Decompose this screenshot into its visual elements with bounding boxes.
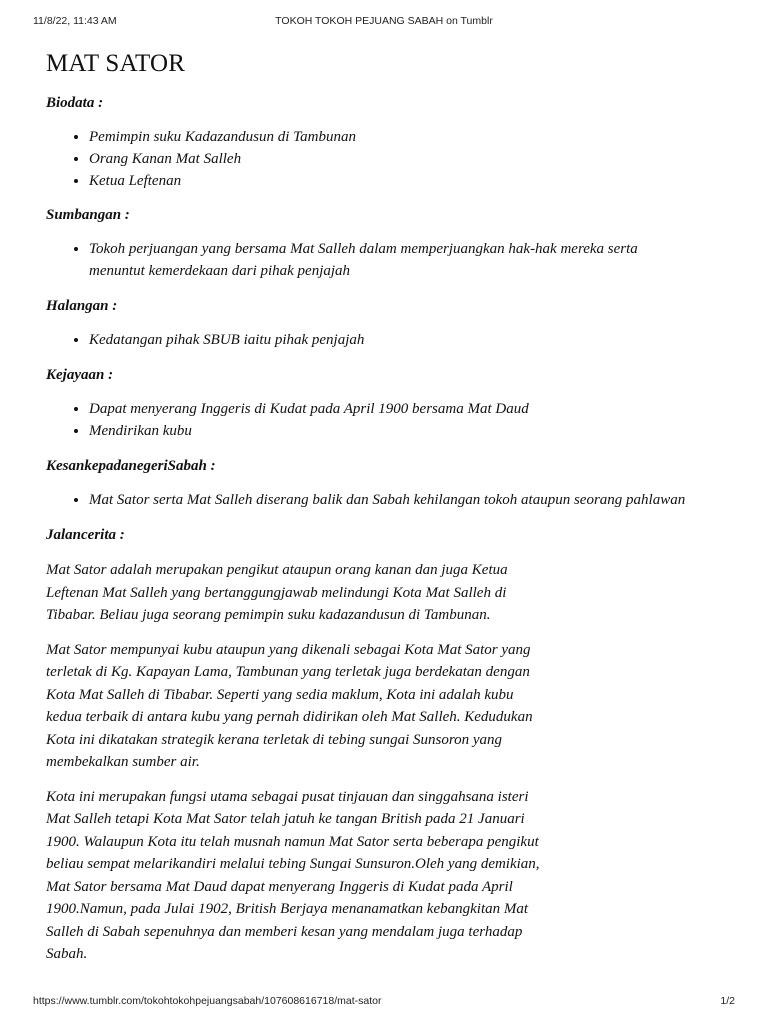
list-item: • Orang Kanan Mat Salleh — [89, 148, 726, 170]
section-heading-biodata: Biodata : — [46, 95, 104, 111]
section-kejayaan — [46, 365, 726, 442]
sumbangan-list — [46, 238, 726, 282]
kesan-list — [46, 489, 726, 511]
print-datetime: 11/8/22, 11:43 AM — [33, 15, 117, 27]
section-heading-kesan: KesankepadanegeriSabah : — [46, 458, 216, 474]
kejayaan-list — [46, 398, 726, 442]
section-heading-kejayaan: Kejayaan : — [46, 367, 114, 383]
print-page-number: 1/2 — [720, 995, 735, 1007]
section-heading-sumbangan: Sumbangan : — [46, 207, 130, 223]
section-heading-jalancerita: Jalancerita : — [46, 527, 125, 543]
list-item: • Mendirikan kubu — [89, 420, 726, 442]
section-biodata — [46, 93, 726, 192]
section-sumbangan — [46, 205, 726, 282]
section-kesan — [46, 456, 726, 511]
list-item: • Mat Sator serta Mat Salleh diserang balik dan Sabah kehilangan tokoh ataupun seorang pahlawan — [89, 489, 726, 511]
section-jalancerita — [46, 525, 726, 966]
halangan-list — [46, 329, 726, 351]
list-item: • Tokoh perjuangan yang bersama Mat Salleh dalam memperjuangkan hak-hak mereka serta menuntut kemerdekaan dari pihak penjajah — [89, 238, 726, 282]
post-content — [46, 48, 726, 978]
print-footer — [33, 995, 735, 1009]
section-heading-halangan: Halangan : — [46, 298, 118, 314]
list-item: • Ketua Leftenan — [89, 170, 726, 192]
print-header — [33, 15, 735, 29]
list-item: • Kedatangan pihak SBUB iaitu pihak penjajah — [89, 329, 726, 351]
story-paragraph: Kota ini merupakan fungsi utama sebagai pusat tinjauan dan singgahsana isteri Mat Salleh tetapi Kota Mat Sator telah jatuh ke tangan British pada 21 Januari 1900. Walaupun Kota itu telah musnah namun Mat Sator serta beberapa pengikut beliau sempat melarikandiri melalui tebing Sungai Sunsuron.Oleh yang demikian, Mat Sator bersama Mat Daud dapat menyerang Inggeris di Kudat pada April 1900.Namun, pada Julai 1902, British Berjaya menanamatkan kebangkitan Mat Salleh di Sabah sepenuhnya dan memberi kesan yang mendalam juga terhadap Sabah. — [46, 788, 540, 962]
story-paragraph: Mat Sator mempunyai kubu ataupun yang dikenali sebagai Kota Mat Sator yang terletak di Kg. Kapayan Lama, Tambunan yang terletak juga berdekatan dengan Kota Mat Salleh di Tibabar. Seperti yang sedia maklum, Kota ini adalah kubu kedua terbaik di antara kubu yang pernah didirikan oleh Mat Salleh. Kedudukan Kota ini dikatakan strategik kerana terletak di tebing sungai Sunsoron yang membekalkan sumber air. — [46, 641, 533, 770]
story-paragraph: Mat Sator adalah merupakan pengikut ataupun orang kanan dan juga Ketua Leftenan Mat Salleh yang bertanggungjawab melindungi Kota Mat Salleh di Tibabar. Beliau juga seorang pemimpin suku kadazandusun di Tambunan. — [46, 562, 508, 623]
section-halangan — [46, 296, 726, 351]
post-title: MAT SATOR — [46, 50, 186, 77]
list-item: • Dapat menyerang Inggeris di Kudat pada April 1900 bersama Mat Daud — [89, 398, 726, 420]
print-page-title: TOKOH TOKOH PEJUANG SABAH on Tumblr — [275, 15, 493, 27]
print-url: https://www.tumblr.com/tokohtokohpejuangsabah/107608616718/mat-sator — [33, 995, 382, 1007]
biodata-list — [46, 126, 726, 192]
list-item: • Pemimpin suku Kadazandusun di Tambunan — [89, 126, 726, 148]
